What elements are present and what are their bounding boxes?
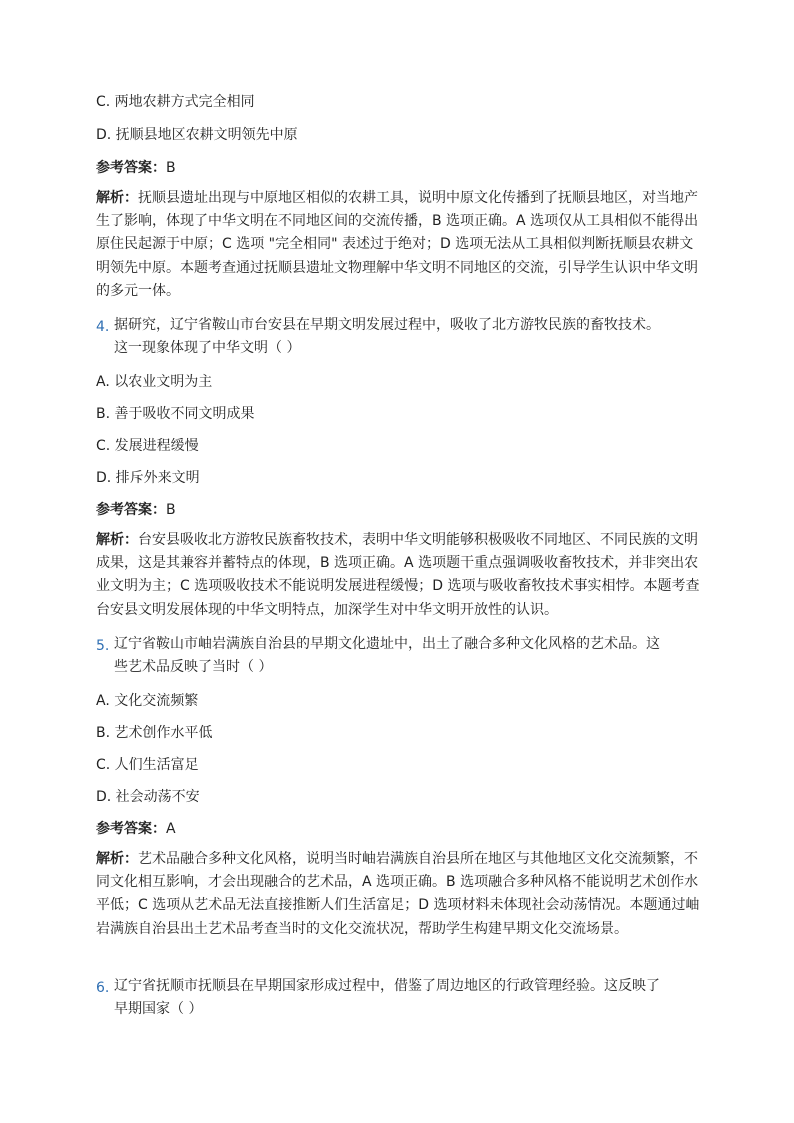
- answer-value: A: [166, 821, 176, 837]
- option-c: C. 两地农耕方式完全相同: [96, 94, 255, 110]
- analysis-label: 解析：: [96, 190, 138, 206]
- answer-value: B: [166, 160, 176, 176]
- question-stem-line: 辽宁省抚顺市抚顺县在早期国家形成过程中，借鉴了周边地区的行政管理经验。这反映了: [114, 978, 660, 994]
- analysis-paragraph: [96, 848, 702, 941]
- question-number: 4.: [96, 319, 110, 335]
- question-stem-line: 辽宁省鞍山市岫岩满族自治县的早期文化遗址中，出土了融合多种文化风格的艺术品。这: [114, 636, 660, 652]
- option-b: B. 善于吸收不同文明成果: [96, 406, 255, 422]
- question-stem: [114, 975, 704, 1021]
- option-a: A. 以农业文明为主: [96, 374, 213, 390]
- answer-label: 参考答案：: [96, 821, 166, 837]
- question-stem-line: 早期国家（ ）: [114, 1001, 203, 1018]
- option-a: A. 文化交流频繁: [96, 693, 199, 709]
- option-c: C. 发展进程缓慢: [96, 438, 199, 454]
- option-d: D. 社会动荡不安: [96, 789, 200, 805]
- option-d: D. 排斥外来文明: [96, 470, 200, 486]
- analysis-text: 台安县吸收北方游牧民族畜牧技术，表明中华文明能够积极吸收不同地区、不同民族的文明成果，这是其兼容并蓄特点的体现，B 选项正确。A 选项题干重点强调吸收畜牧技术，并非突出农业文明为主；C 选项吸收技术不能说明发展进程缓慢；D 选项与吸收畜牧技术事实相悖。本题考查台安县文明发展体现的中华文明特点，加深学生对中华文明开放性的认识。: [96, 532, 700, 618]
- answer-label: 参考答案：: [96, 160, 166, 176]
- answer-line: [96, 159, 176, 177]
- question-stem-line: 据研究，辽宁省鞍山市台安县在早期文明发展过程中，吸收了北方游牧民族的畜牧技术。: [114, 317, 660, 333]
- question-stem-line: 这一现象体现了中华文明（ ）: [114, 340, 301, 357]
- analysis-label: 解析：: [96, 851, 138, 867]
- question-number: 5.: [96, 638, 110, 654]
- option-d: D. 抚顺县地区农耕文明领先中原: [96, 127, 298, 143]
- question-stem: [114, 314, 704, 360]
- option-b: B. 艺术创作水平低: [96, 725, 213, 741]
- answer-line: [96, 820, 176, 838]
- analysis-text: 抚顺县遗址出现与中原地区相似的农耕工具，说明中原文化传播到了抚顺县地区，对当地产生了影响，体现了中华文明在不同地区间的交流传播，B 选项正确。A 选项仅从工具相似不能得出原住民起源于中原；C 选项 "完全相同" 表述过于绝对；D 选项无法从工具相似判断抚顺县农耕文明领先中原。本题考查通过抚顺县遗址文物理解中华文明不同地区的交流，引导学生认识中华文明的多元一体。: [96, 190, 699, 299]
- question-stem-line: 些艺术品反映了当时（ ）: [114, 659, 273, 676]
- analysis-text: 艺术品融合多种文化风格，说明当时岫岩满族自治县所在地区与其他地区文化交流频繁，不同文化相互影响，才会出现融合的艺术品，A 选项正确。B 选项融合多种风格不能说明艺术创作水平低；C 选项从艺术品无法直接推断人们生活富足；D 选项材料未体现社会动荡情况。本题通过岫岩满族自治县出土艺术品考查当时的文化交流状况，帮助学生构建早期文化交流场景。: [96, 851, 700, 937]
- answer-label: 参考答案：: [96, 502, 166, 518]
- option-c: C. 人们生活富足: [96, 757, 199, 773]
- analysis-paragraph: [96, 529, 702, 622]
- analysis-paragraph: [96, 187, 702, 303]
- question-number: 6.: [96, 980, 110, 996]
- answer-value: B: [166, 502, 176, 518]
- question-stem: [114, 633, 704, 679]
- analysis-label: 解析：: [96, 532, 138, 548]
- answer-line: [96, 501, 176, 519]
